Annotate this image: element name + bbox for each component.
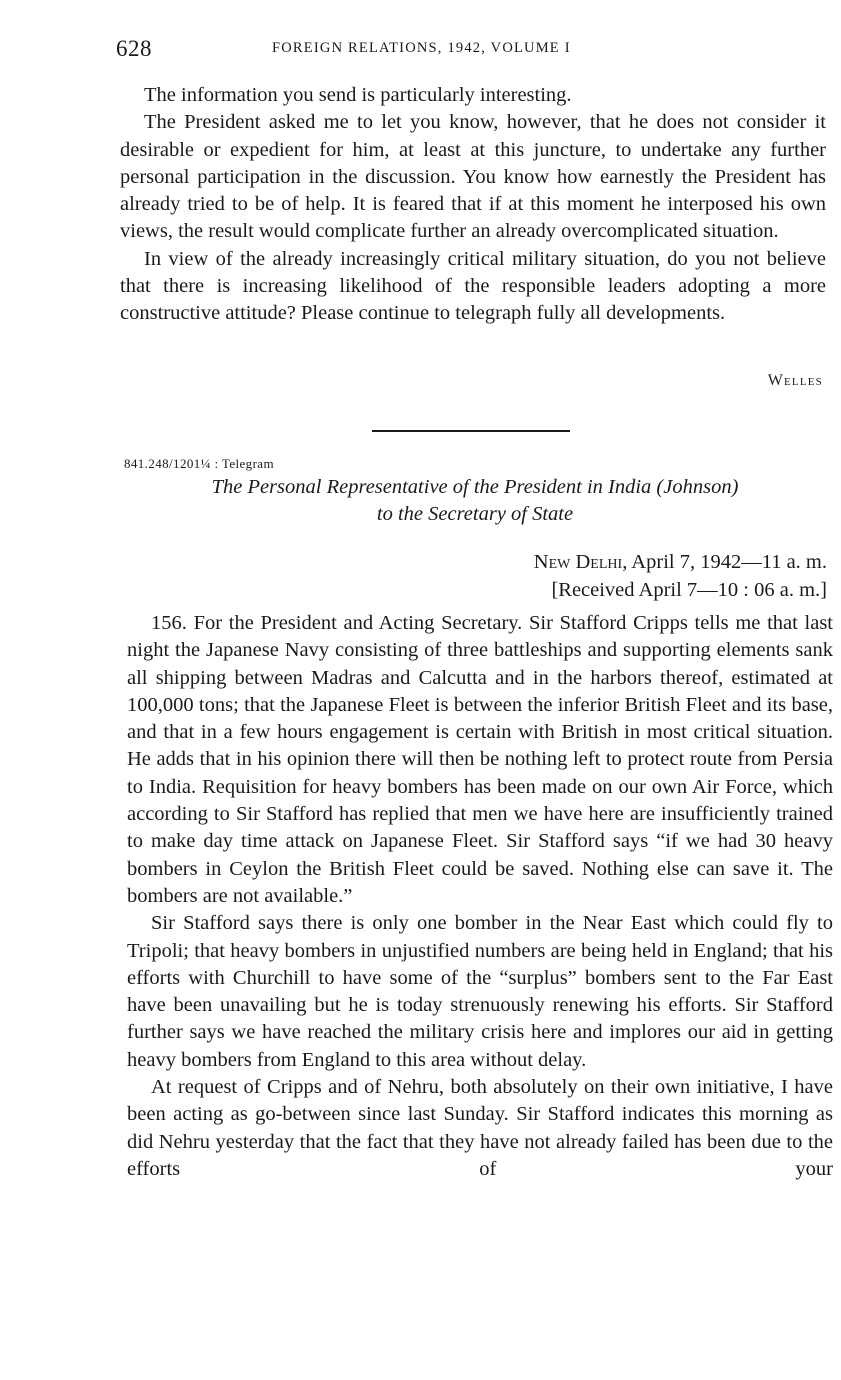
- dateline-date: , April 7, 1942—11 a. m.: [622, 551, 827, 573]
- dateline: [534, 548, 827, 576]
- received-line: [Received April 7—10 : 06 a. m.]: [551, 579, 827, 601]
- dateline-place: New Delhi: [533, 551, 623, 573]
- page-header: [116, 36, 836, 68]
- body-paragraph: The President asked me to let you know, however, that he does not consider it desirable or expedient for him, at least at this juncture, to undertake any further personal participation in the discussion. You know how earnestly the President has already tried to be of help. It is feared that if at this moment he interposed his own views, the result would complicate further an already overcomplicated situation.: [120, 111, 826, 243]
- section-divider: [372, 430, 570, 432]
- page-number: 628: [116, 36, 152, 61]
- telegram-body: [127, 610, 833, 1183]
- body-paragraph: Sir Stafford says there is only one bomber in the Near East which could fly to Tripoli; that heavy bombers in unjustified numbers are being held in England; that his efforts with Churchill to have some of the “surplus” bombers sent to the Far East have been unavailing but he is today strenuously renewing his efforts. Sir Stafford further says we have reached the military crisis here and implores our aid in getting heavy bombers from England to this area without delay.: [127, 912, 833, 1071]
- document-title-line-2: to the Secretary of State: [376, 503, 574, 525]
- body-paragraph: In view of the already increasingly critical military situation, do you not believe that there is increasing likelihood of the responsible leaders adopting a more constructive attitude? Please continue to telegraph fully all developments.: [120, 247, 826, 325]
- file-reference: 841.248/1201¼ : Telegram: [124, 456, 274, 471]
- prior-document-body: [120, 82, 826, 328]
- signature: Welles: [767, 372, 823, 389]
- body-paragraph: The information you send is particularly interesting.: [144, 84, 572, 106]
- document-title-line-1: The Personal Representative of the President in India (Johnson): [211, 476, 739, 498]
- running-head: FOREIGN RELATIONS, 1942, VOLUME I: [272, 40, 571, 56]
- body-paragraph: 156. For the President and Acting Secretary. Sir Stafford Cripps tells me that last night the Japanese Navy consisting of three battleships and supporting elements sank all shipping between Madras and Calcutta and in the harbors thereof, estimated at 100,000 tons; that the Japanese Fleet is between the inferior British Fleet and its base, and that in a few hours engagement is certain with British in most critical situation. He adds that in his opinion there will then be nothing left to protect route from Persia to India. Requisition for heavy bombers has been made on our own Air Force, which according to Sir Stafford has replied that men we have here are insufficiently trained to make day time attack on Japanese Fleet. Sir Stafford says “if we had 30 heavy bombers in Ceylon the British Fleet could be saved. Nothing else can save it. The bombers are not available.”: [127, 612, 833, 907]
- document-title: [120, 474, 830, 528]
- body-paragraph: At request of Cripps and of Nehru, both absolutely on their own initiative, I have been acting as go-between since last Sunday. Sir Stafford indicates this morning as did Nehru yesterday that the fact that they have not already failed has been due to the efforts of your: [127, 1076, 833, 1180]
